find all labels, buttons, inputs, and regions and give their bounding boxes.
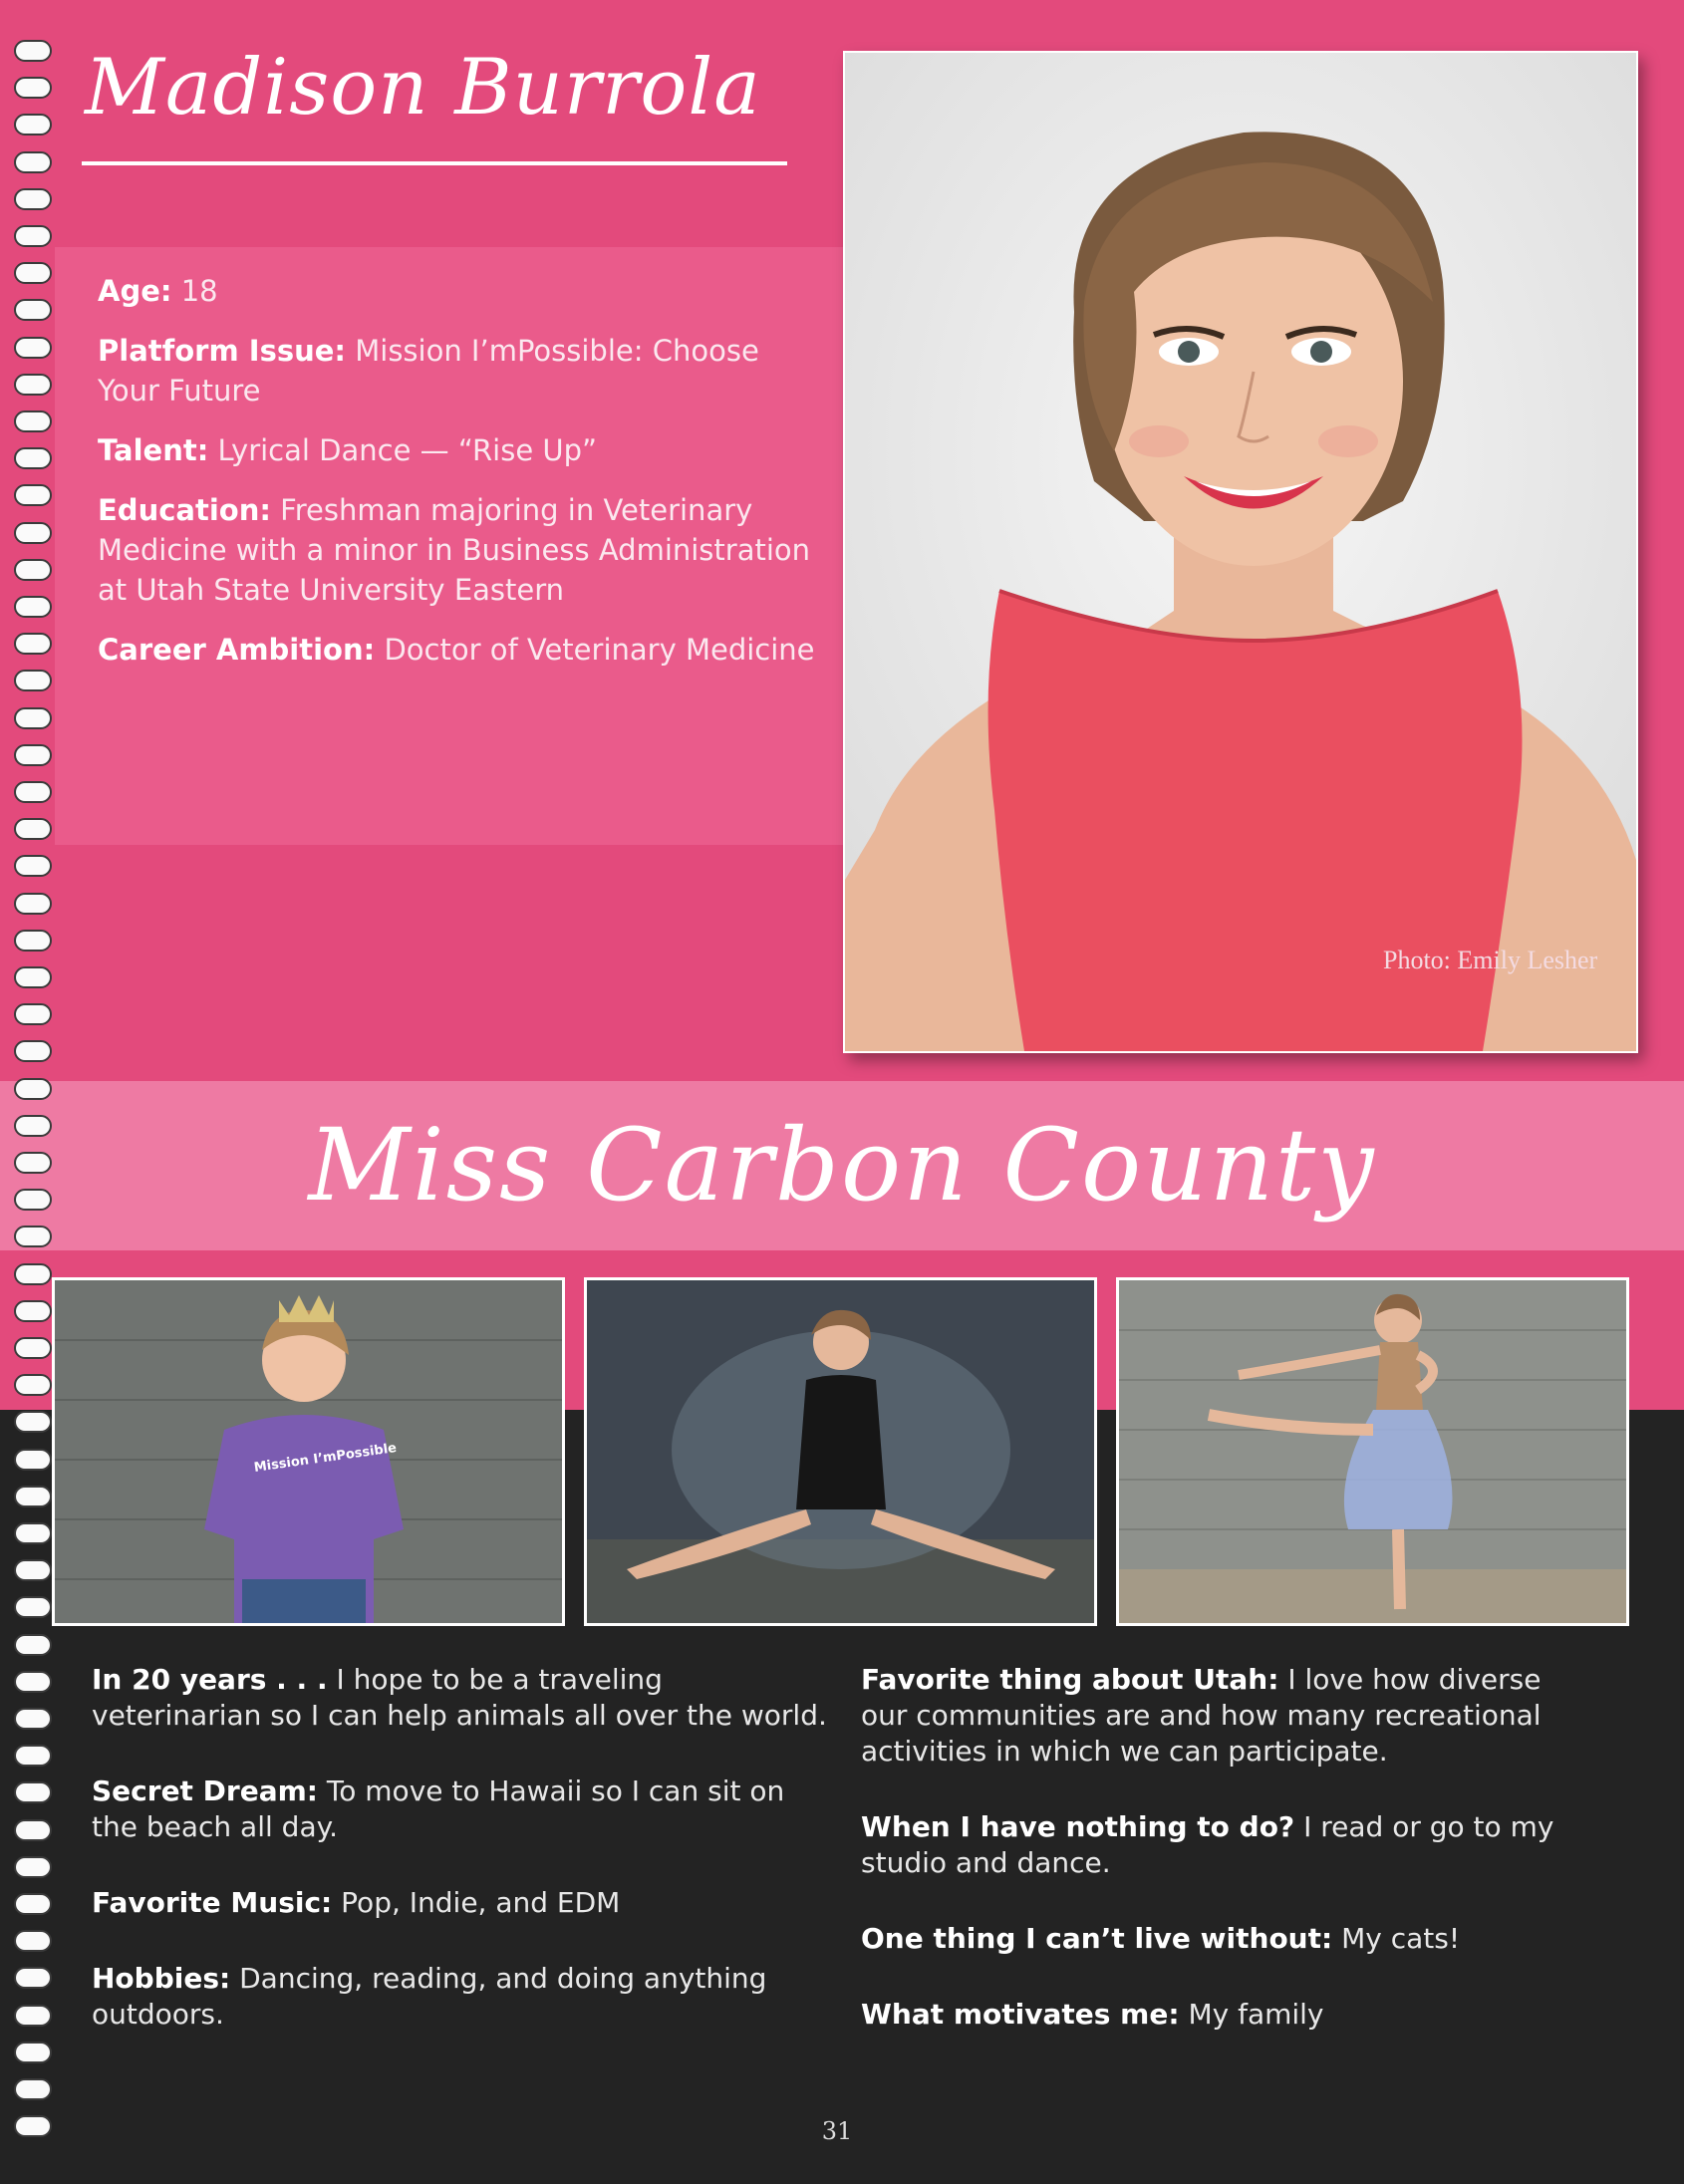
- education-value: Freshman majoring in Veterinary Medicine with a minor in Business Administration at Utah State University Eastern: [98, 493, 811, 607]
- qa-value: To move to Hawaii so I can sit on the beach all day.: [92, 1774, 785, 1843]
- binding-ring: [14, 1819, 52, 1841]
- dance-photo-illustration: [1119, 1280, 1626, 1623]
- binding-ring: [14, 447, 52, 469]
- binding-ring: [14, 484, 52, 506]
- thumbnail-photo-tshirt: [52, 1277, 565, 1626]
- talent-row: [98, 430, 815, 470]
- talent-label: Talent:: [98, 433, 209, 467]
- binding-ring: [14, 1781, 52, 1803]
- qa-20-years: [92, 1662, 829, 1734]
- photo-credit: Photo: Emily Lesher: [1383, 946, 1598, 974]
- binding-ring: [14, 818, 52, 840]
- binding-ring: [14, 1856, 52, 1878]
- qa-value: I hope to be a traveling veterinarian so I can help animals all over the world.: [92, 1663, 827, 1732]
- qa-value: My family: [1188, 1998, 1324, 2031]
- binding-ring: [14, 1374, 52, 1396]
- binding-ring: [14, 1411, 52, 1433]
- qa-cant-live-without: [861, 1921, 1558, 1957]
- binding-ring: [14, 1708, 52, 1730]
- qa-value: My cats!: [1341, 1922, 1461, 1955]
- qa-right-column: [861, 1662, 1558, 2072]
- portrait-illustration: [845, 53, 1636, 1051]
- thumbnail-photo-dance: [1116, 1277, 1629, 1626]
- binding-ring: [14, 2005, 52, 2027]
- shirt-text: Mission I’mPossible: [252, 1440, 398, 1476]
- portrait-photo: [843, 51, 1638, 1053]
- qa-left-column: [92, 1662, 829, 2072]
- qa-hobbies: [92, 1961, 829, 2033]
- binding-ring: [14, 1893, 52, 1915]
- binding-ring: [14, 707, 52, 729]
- page-number: 31: [821, 2117, 853, 2145]
- binding-ring: [14, 1337, 52, 1359]
- binding-ring: [14, 374, 52, 396]
- binding-ring: [14, 114, 52, 136]
- qa-label: Hobbies:: [92, 1962, 231, 1995]
- age-label: Age:: [98, 274, 172, 308]
- education-row: [98, 490, 815, 610]
- qa-label: What motivates me:: [861, 1998, 1180, 2031]
- binding-ring: [14, 225, 52, 247]
- qa-motivates: [861, 1997, 1558, 2033]
- qa-label: One thing I can’t live without:: [861, 1922, 1333, 1955]
- binding-ring: [14, 855, 52, 877]
- binding-ring: [14, 930, 52, 952]
- binding-ring: [14, 151, 52, 173]
- qa-secret-dream: [92, 1774, 829, 1845]
- qa-label: Secret Dream:: [92, 1774, 318, 1807]
- binding-ring: [14, 1559, 52, 1581]
- binding-ring: [14, 1745, 52, 1767]
- binding-ring: [14, 1967, 52, 1989]
- binding-ring: [14, 1449, 52, 1471]
- binding-ring: [14, 893, 52, 915]
- name-underline: [82, 161, 787, 165]
- binding-ring: [14, 670, 52, 691]
- contestant-name: Madison Burrola: [85, 43, 761, 133]
- split-photo-illustration: [587, 1280, 1094, 1623]
- career-label: Career Ambition:: [98, 633, 376, 667]
- platform-label: Platform Issue:: [98, 334, 347, 368]
- career-row: [98, 630, 815, 670]
- career-value: Doctor of Veterinary Medicine: [384, 633, 815, 667]
- binding-ring: [14, 40, 52, 62]
- qa-value: I read or go to my studio and dance.: [861, 1810, 1554, 1879]
- binding-ring: [14, 1263, 52, 1285]
- binding-ring: [14, 1300, 52, 1322]
- education-label: Education:: [98, 493, 271, 527]
- qa-value: Dancing, reading, and doing anything outdoors.: [92, 1962, 767, 2031]
- qa-value: I love how diverse our communities are and how many recreational activities in which we can participate.: [861, 1663, 1542, 1768]
- binding-ring: [14, 2042, 52, 2063]
- binding-ring: [14, 781, 52, 803]
- thumbnail-photo-split: [584, 1277, 1097, 1626]
- binding-ring: [14, 1040, 52, 1062]
- binding-ring: [14, 1596, 52, 1618]
- qa-nothing-to-do: [861, 1809, 1558, 1881]
- binding-ring: [14, 262, 52, 284]
- talent-value: Lyrical Dance — “Rise Up”: [217, 433, 598, 467]
- qa-value: Pop, Indie, and EDM: [341, 1886, 621, 1919]
- binding-ring: [14, 2115, 52, 2137]
- info-block: [98, 271, 815, 689]
- binding-ring: [14, 410, 52, 432]
- qa-label: Favorite Music:: [92, 1886, 333, 1919]
- age-value: 18: [180, 274, 218, 308]
- binding-ring: [14, 337, 52, 359]
- qa-label: When I have nothing to do?: [861, 1810, 1295, 1843]
- binding-ring: [14, 966, 52, 988]
- platform-value: Mission I’mPossible: Choose Your Future: [98, 334, 759, 408]
- binding-ring: [14, 633, 52, 655]
- contestant-title: Miss Carbon County: [308, 1107, 1376, 1224]
- binding-ring: [14, 1522, 52, 1544]
- binding-ring: [14, 559, 52, 581]
- binding-ring: [14, 1634, 52, 1656]
- binding-ring: [14, 188, 52, 210]
- age-row: [98, 271, 815, 311]
- binding-ring: [14, 2078, 52, 2100]
- binding-ring: [14, 744, 52, 766]
- qa-label: In 20 years . . .: [92, 1663, 328, 1696]
- binding-ring: [14, 1930, 52, 1952]
- platform-row: [98, 331, 815, 410]
- binding-ring: [14, 1486, 52, 1507]
- qa-label: Favorite thing about Utah:: [861, 1663, 1279, 1696]
- binding-ring: [14, 1003, 52, 1025]
- qa-favorite-music: [92, 1885, 829, 1921]
- binding-ring: [14, 1671, 52, 1693]
- binding-ring: [14, 596, 52, 618]
- binding-ring: [14, 522, 52, 544]
- binding-ring: [14, 77, 52, 99]
- qa-favorite-utah: [861, 1662, 1558, 1770]
- tshirt-photo-illustration: [55, 1280, 562, 1623]
- binding-ring: [14, 299, 52, 321]
